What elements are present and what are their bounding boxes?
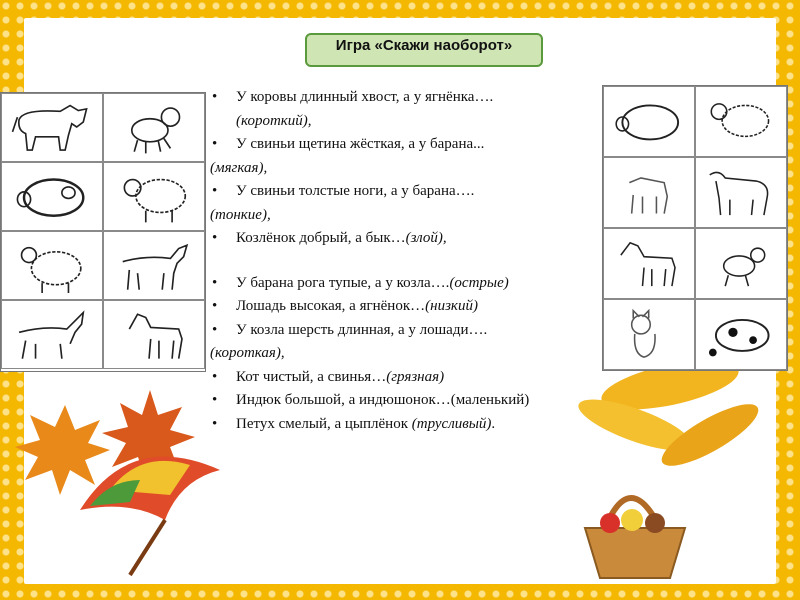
- game-title: Игра «Скажи наоборот»: [305, 33, 543, 67]
- umbrella-decoration: [70, 440, 230, 580]
- ram-icon: [9, 237, 95, 295]
- card-cow: [1, 93, 103, 162]
- goat-icon: [9, 306, 95, 364]
- card-pig: [1, 162, 103, 231]
- card-goat: [103, 231, 205, 300]
- left-picture-cards: [0, 92, 206, 372]
- card-sheep: [103, 162, 205, 231]
- list-item: • У свиньи щетина жёсткая, а у барана... (мягкая),: [210, 136, 485, 176]
- card-sheep: [695, 86, 787, 157]
- sheep-icon: [702, 92, 779, 151]
- sheep-icon: [111, 168, 197, 226]
- list-item: • У коровы длинный хвост, а у ягнёнка…. (короткий),: [212, 89, 494, 129]
- cow-icon: [9, 99, 95, 157]
- list-spacer: [210, 251, 630, 272]
- card-bull: [695, 157, 787, 228]
- pig-icon: [9, 168, 95, 226]
- bull-icon: [702, 163, 779, 222]
- list-item: • Лошадь высокая, а ягнёнок…(низкий): [212, 298, 478, 314]
- list-item: • Козлёнок добрый, а бык…(злой),: [212, 230, 447, 246]
- card-goat-2: [1, 300, 103, 369]
- lamb-icon: [111, 99, 197, 157]
- spotted-pig-icon: [702, 305, 779, 364]
- card-ram: [1, 231, 103, 300]
- list-item: • Петух смелый, а цыплёнок (трусливый).: [212, 415, 496, 432]
- list-item: • У козла шерсть длинная, а у лошади…. (короткая),: [210, 321, 488, 361]
- lamb-icon: [702, 234, 779, 293]
- goat-icon: [111, 237, 197, 295]
- list-item: • У свиньи толстые ноги, а у барана…. (тонкие),: [210, 183, 475, 223]
- card-horse: [103, 300, 205, 369]
- fruit-basket-decoration: [570, 478, 700, 586]
- list-item: • У барана рога тупые, а у козла….(острые): [212, 274, 509, 291]
- antonym-list: [210, 86, 630, 436]
- list-item: • Кот чистый, а свинья…(грязная): [212, 368, 445, 385]
- horse-icon: [111, 306, 197, 364]
- card-lamb: [695, 228, 787, 299]
- card-spotted-pig: [695, 299, 787, 370]
- card-lamb: [103, 93, 205, 162]
- list-item: • Индюк большой, а индюшонок…(маленький): [212, 392, 530, 408]
